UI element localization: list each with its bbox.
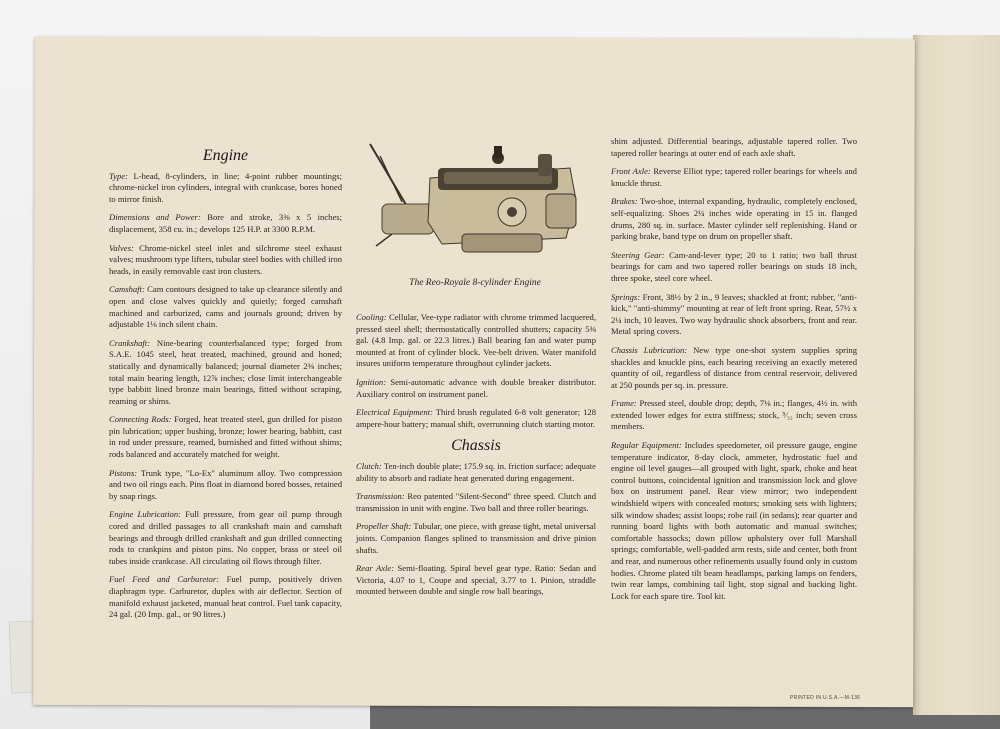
- spec-paragraph: Valves: Chrome-nickel steel inlet and silchrome steel exhaust valves; mushroom type lifters, tubular steel bodies with chilled iron heads, in easily removable cast iron clusters.: [109, 242, 342, 276]
- spec-paragraph: Frame: Pressed steel, double drop; depth, 7⅛ in.; flanges, 4½ in. with extended lower edges for extra stiffness; stock, ⁵⁄₃₂ inch; seven cross members.: [611, 398, 857, 432]
- spec-paragraph: Steering Gear: Cam-and-lever type; 20 to 1 ratio; two ball thrust bearings for cam and two tapered roller bearings on studs 18 inch, three spoke, steel core wheel.: [611, 249, 857, 283]
- spec-paragraph: Camshaft: Cam contours designed to take up clearance silently and open and close valves quickly and quietly; forged camshaft machined and carburized, cams and journals ground; driven by adjustable 1⅛ inch silent chain.: [109, 284, 342, 330]
- spec-paragraph: Pistons: Trunk type, "Lo-Ex" aluminum alloy. Two compression and two oil rings each. Pins float in diamond bored bosses, retained by snap rings.: [109, 467, 342, 501]
- spec-paragraph: Clutch: Ten-inch double plate; 175.9 sq. in. friction surface; adequate ability to absorb and radiate heat generated during engagement.: [356, 460, 596, 483]
- spec-paragraph: Front Axle: Reverse Elliot type; tapered roller bearings for wheels and knuckle thrust.: [611, 166, 857, 188]
- spec-paragraph: Regular Equipment: Includes speedometer, oil pressure gauge, engine temperature indicator, 8-day clock, ammeter, hydrostatic fuel and engine oil level gauges—all grouped with light, spark, choke and heat control buttons, coincidental ignition and transmission lock and glove box on instrument panel. Rear view mirror; two independent windshield wipers with concealed motors; smoking sets with lighters; silk window shades; assist loops; robe rail (in sedans); rear quarter and running board lights with both automatic and manual switches; comfortable hassocks; down pillow upholstery over full Marshall springs; comfortable, well-padded arm rests, side and center, both front and rear, and numerous other refinements usually found only in custom bodies. Chrome plated tilt beam headlamps, parking lamps on fenders, twin rear lamps, combining tail light, stop signal and backing light. Lock for each spare tire. Tool kit.: [611, 440, 858, 601]
- spec-paragraph: Fuel Feed and Carburetor: Fuel pump, positively driven diaphragm type. Carburetor, duplex with air deflector. Section of manifold exhaust jacketed, manual heat control. Fuel tank capacity, 24 gal. (20 Imp. gal., or 90 litres.): [109, 574, 342, 620]
- spec-paragraph: Engine Lubrication: Full pressure, from gear oil pump through cored and drilled passages to all crankshaft main and camshaft bearings and through drilled crankshaft and gun drilled connecting rods to crankpins and piston pins. No copper, brass or steel oil tubes inside crankcase. All circulating oil flows through filter.: [109, 509, 342, 566]
- spec-paragraph: Connecting Rods: Forged, heat treated steel, gun drilled for piston pin lubrication; upper bushing, bronze; lower bearing, babbitt, cast in rod under pressure, reamed, burnished and fitted without shims; rods balanced and accurately matched for weight.: [109, 414, 342, 460]
- engine-title: Engine: [202, 147, 249, 164]
- right-column: [611, 136, 857, 609]
- spec-paragraph: Chassis Lubrication: New type one-shot system supplies spring shackles and knuckle pins, each bearing receiving an exactly metered quantity of oil, regardless of distance from central reservoir, delivered at 250 pounds per sq. in. pressure.: [611, 344, 857, 390]
- chassis-title: Chassis: [451, 437, 501, 455]
- spec-paragraph: Rear Axle: Semi-floating. Spiral bevel gear type. Ratio: Sedan and Victoria, 4.07 to 1, Coupe and special, 3.77 to 1. Pinion, straddle mounted between double and single row ball bearings,: [356, 563, 596, 597]
- figure-caption: The Reo-Royale 8-cylinder Engine: [409, 278, 541, 288]
- spec-paragraph: Ignition: Semi-automatic advance with double breaker distributor. Auxiliary control on instrument panel.: [356, 376, 596, 399]
- printed-in-usa-note: PRINTED IN U.S.A.—M-136: [790, 695, 861, 701]
- engine-column: [109, 147, 342, 628]
- spec-paragraph: Cooling: Cellular, Vee-type radiator with chrome trimmed lacquered, pressed steel shell; thermostatically controlled shutters; capacity 5⅜ gal. (4.8 Imp. gal. or 22.3 litres.) Ball bearing fan and water pump mounted at front of cylinder block. Vee-belt driven. Water manifold insures uniform temperature throughout cylinder jackets.: [356, 312, 596, 369]
- spec-paragraph: Transmission: Reo patented "Silent-Second" three speed. Clutch and transmission in unit with engine. Two ball and three roller bearings.: [356, 491, 596, 513]
- spec-paragraph: Brakes: Two-shoe, internal expanding, hydraulic, completely enclosed, self-equalizing. Shoes 2¼ inches wide operating in 15 in. flanged drums, 280 sq. in. surface. Master cylinder self replenishing. Hand or parking brake, band type on drum on propeller shaft.: [611, 196, 857, 242]
- spec-paragraph: Propeller Shaft: Tubular, one piece, with grease tight, metal universal joints. Companion flanges splined to transmission and drive pinion shafts.: [356, 521, 596, 555]
- spec-paragraph: Electrical Equipment: Third brush regulated 6-8 volt generator; 128 ampere-hour battery; manual shift, overrunning clutch starting motor.: [356, 407, 596, 429]
- spec-paragraph: shim adjusted. Differential bearings, adjustable tapered roller. Two tapered roller bearings at outer end of each axle shaft.: [611, 136, 857, 158]
- middle-column: [356, 312, 596, 605]
- spec-paragraph: Dimensions and Power: Bore and stroke, 3⅜ x 5 inches; displacement, 358 cu. in.; develops 125 H.P. at 3300 R.P.M.: [109, 212, 342, 234]
- spec-paragraph: Springs: Front, 38½ by 2 in., 9 leaves; shackled at front; rubber, "anti-kick," "anti-shimmy" mounting at rear of left front spring. Rear, 57½ x 2¼ inch, 10 leaves. Two way hydraulic shock absorbers, front and rear. Metal spring covers.: [611, 291, 857, 337]
- facing-page-edge: [913, 35, 1000, 715]
- spec-paragraph: Type: L-head, 8-cylinders, in line; 4-point rubber mountings; chrome-nickel iron cylinders, integral with crankcase, bores honed to mirror finish.: [109, 170, 342, 204]
- spec-paragraph: Crankshaft: Nine-bearing counterbalanced type; forged from S.A.E. 1045 steel, heat treated, machined, ground and honed; statically and dynamically balanced; journal diameter 2⅜ inches; total main bearing length, 12⅞ inches; close limit interchangeable type babbitt lined bronze main bearings, fitted without scraping, reaming or shims.: [109, 337, 342, 406]
- engine-illustration: [362, 138, 588, 262]
